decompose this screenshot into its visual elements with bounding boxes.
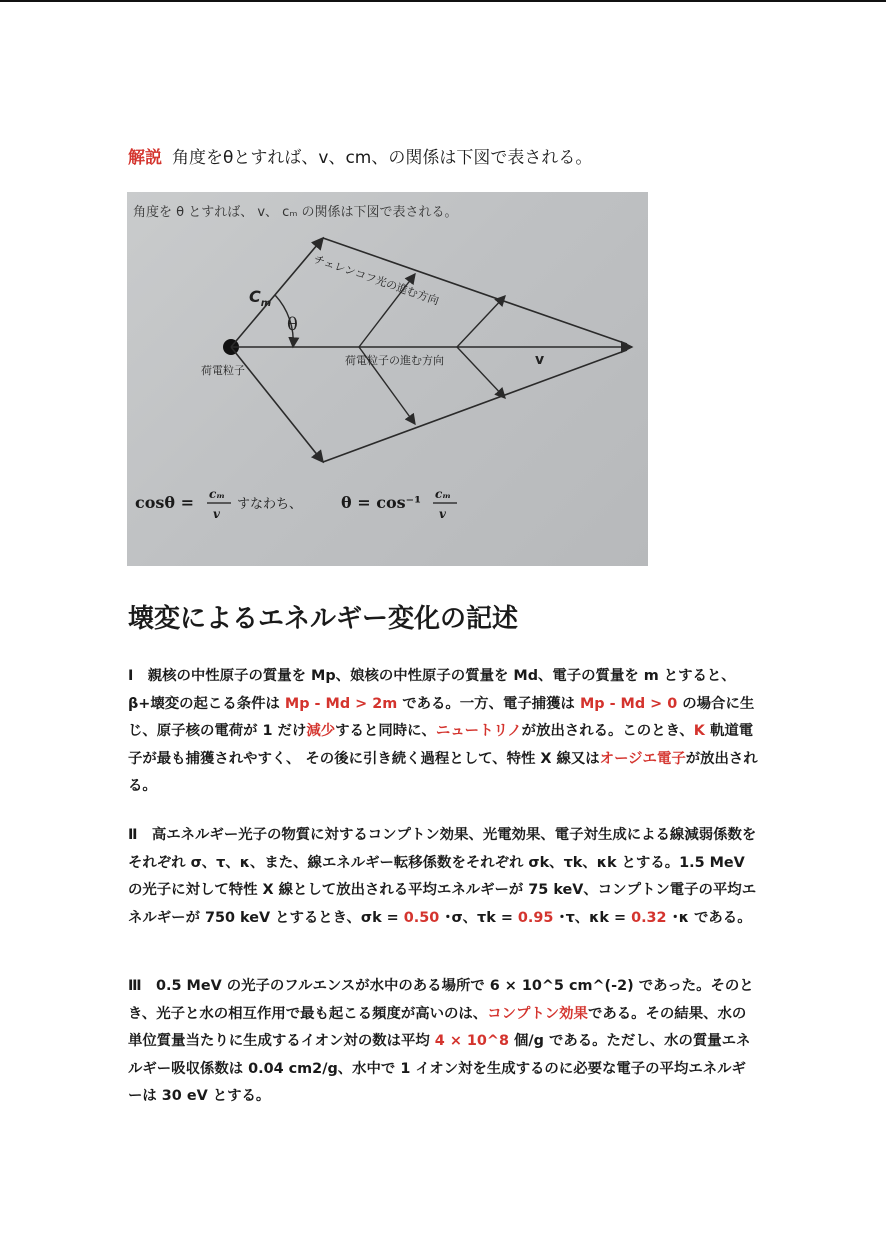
formula-denominator: v — [213, 507, 220, 521]
formula-rhs: θ = cos⁻¹ — [341, 493, 422, 512]
p3-text-3: 個/g である。ただし、水の質量エネルギー吸収係数は 0.04 cm2/g、水中で 1 イオン対を生成するのに必要な電子の平均エネルギーは 30 eV とする。 — [128, 1033, 751, 1104]
p1-answer-6: オージエ電子 — [599, 750, 686, 767]
p1-text-2: である。一方、電子捕獲は — [397, 695, 580, 712]
paragraph-3 — [128, 973, 760, 1111]
p3-text-2: である。その結果、水の単位質量当たりに生成するイオン対の数は平均 — [128, 1005, 747, 1049]
cm-arrow — [231, 238, 323, 347]
cherenkov-diagram — [127, 192, 648, 566]
p1-text-5: が放出される。このとき、 — [521, 723, 694, 739]
top-rule — [0, 0, 886, 2]
ray-lower-2 — [457, 347, 505, 398]
p3-text-1: Ⅲ 0.5 MeV の光子のフルエンスが水中のある場所で 6 × 10^5 cm^(-2) であった。そのとき、光子と水の相互作用で最も起こる頻度が高いのは、 — [128, 978, 754, 1022]
label-cherenkov-direction: チェレンコフ光の進む方向 — [312, 252, 441, 308]
p3-answer-2: 4 × 10^8 — [434, 1033, 509, 1049]
paragraph-2 — [128, 822, 760, 932]
label-v: v — [535, 352, 545, 368]
p1-answer-1: Mp - Md > 2m — [284, 695, 398, 712]
p1-answer-2: Mp - Md > 0 — [579, 695, 678, 712]
label-theta: θ — [287, 314, 298, 335]
formula — [135, 487, 457, 521]
p2-answer-1: 0.50 — [403, 909, 440, 926]
p1-text-1: Ⅰ 親核の中性原子の質量を Mp、娘核の中性原子の質量を Md、電子の質量を m とすると、β+壊変の起こる条件は — [128, 668, 736, 712]
p1-text-4: すると同時に、 — [335, 723, 436, 739]
p2-text-4: ･κ である。 — [666, 909, 752, 926]
label-particle-direction: 荷電粒子の進む方向 — [345, 354, 444, 367]
p2-text-2: ･σ、τk = — [439, 909, 518, 926]
p1-answer-5: K — [693, 723, 705, 739]
paragraph-1 — [128, 663, 760, 801]
ray-upper-2 — [457, 296, 505, 347]
caption — [128, 146, 592, 170]
p1-text-6: 軌道電子が最も捕獲されやすく、 その後に引き続く過程として、特性 X 線又は — [128, 723, 754, 767]
caption-text: 角度をθとすれば、v、cm、の関係は下図で表される。 — [172, 148, 593, 168]
formula-middle: すなわち、 — [237, 497, 303, 512]
p1-answer-4: ニュートリノ — [435, 723, 522, 739]
formula-numerator-2: cₘ — [435, 487, 452, 501]
label-cm: $C_m$ — [249, 287, 272, 309]
p2-answer-2: 0.95 — [517, 909, 554, 926]
figure-header: 角度を θ とすれば、 v、 cₘ の関係は下図で表される。 — [133, 205, 458, 220]
p2-text-3: ･τ、κk = — [553, 909, 632, 926]
cherenkov-figure — [127, 192, 648, 566]
section-heading: 壊変によるエネルギー変化の記述 — [128, 604, 519, 634]
label-particle: 荷電粒子 — [201, 364, 245, 377]
formula-denominator-2: v — [439, 507, 446, 521]
p2-answer-3: 0.32 — [631, 909, 667, 926]
p1-text-3: の場合に生じ、原子核の電荷が 1 だけ — [128, 695, 755, 739]
p1-answer-3: 減少 — [306, 723, 336, 739]
p1-text-7: が放出される。 — [128, 750, 758, 794]
caption-tag: 解説 — [128, 148, 162, 168]
formula-numerator: cₘ — [209, 487, 226, 501]
p3-answer-1: コンプトン効果 — [487, 1005, 588, 1022]
formula-lhs: cosθ = — [135, 493, 195, 512]
p2-text-1: Ⅱ 高エネルギー光子の物質に対するコンプトン効果、光電効果、電子対生成による線減弱係数をそれぞれ σ、τ、κ、また、線エネルギー転移係数をそれぞれ σk、τk、κk とする。1.5 MeV の光子に対して特性 X 線として放出される平均エネルギーが 75 keV、コンプトン電子の平均エネルギーが 750 keV とするとき、σk = — [128, 827, 757, 926]
